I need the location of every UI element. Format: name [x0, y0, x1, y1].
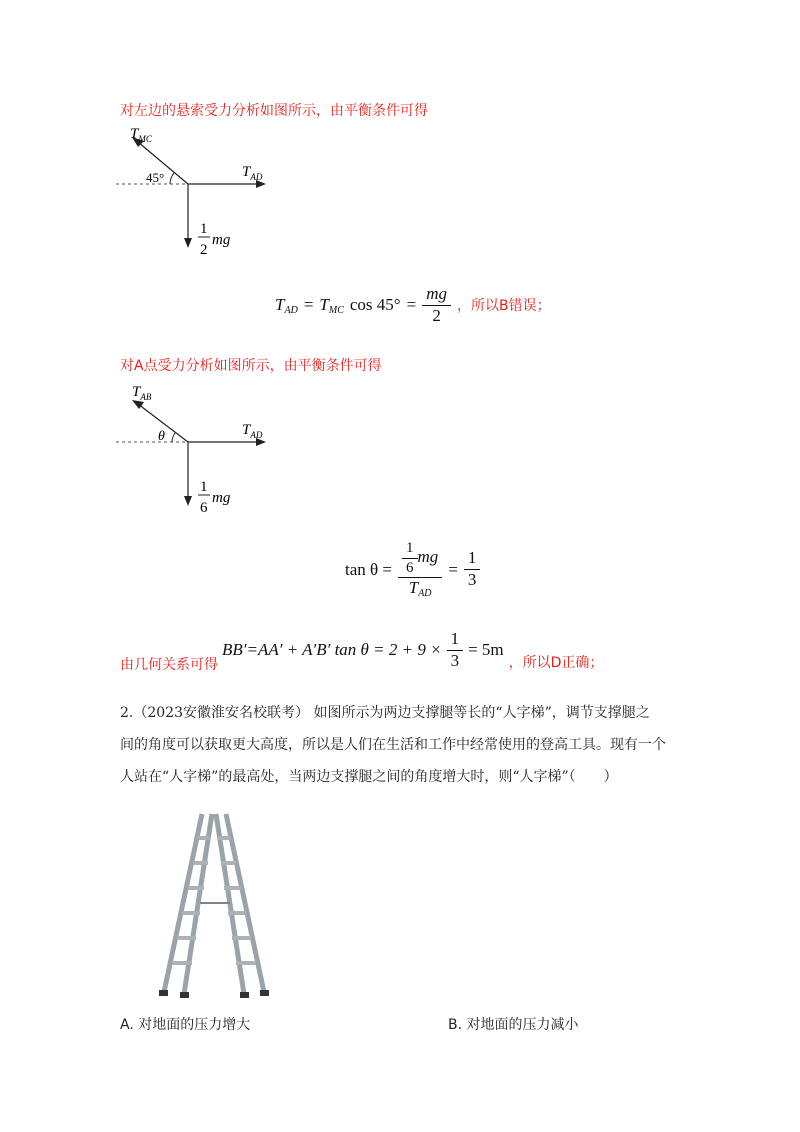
question-line-2: 间的角度可以获取更大高度，所以是人们在生活和工作中经常使用的登高工具。现有一个 — [120, 737, 666, 753]
label-tad: $T_{AD}$ — [242, 164, 263, 182]
theta-label: θ — [158, 429, 165, 444]
label-tad-2: $T_{AD}$ — [242, 422, 263, 440]
conclusion-d: ，所以D正确； — [508, 655, 604, 671]
force-diagram-2 — [110, 378, 280, 518]
weight-num-2: 1 — [200, 479, 208, 495]
label-tmc: $T_{MC}$ — [130, 126, 152, 144]
weight-tail-2: mg — [212, 490, 231, 506]
step-ladder-image — [150, 808, 280, 1003]
question-line-1: 2.（2023安徽淮安名校联考） 如图所示为两边支撑腿等长的“人字梯”，调节支撑腿之 — [120, 705, 650, 721]
option-a[interactable]: A. 对地面的压力增大 — [120, 1017, 251, 1033]
force-diagram-1 — [110, 120, 280, 270]
section2-intro: 对A点受力分析如图所示，由平衡条件可得 — [120, 358, 382, 374]
weight-den-2: 6 — [200, 500, 208, 516]
section1-intro: 对左边的悬索受力分析如图所示，由平衡条件可得 — [120, 103, 428, 119]
angle-label: 45° — [146, 170, 165, 185]
label-tab: $T_{AB}$ — [132, 384, 152, 402]
question-line-3: 人站在“人字梯”的最高处，当两边支撑腿之间的角度增大时，则“人字梯”（ ） — [120, 769, 618, 785]
weight-num: 1 — [200, 221, 208, 237]
option-b[interactable]: B. 对地面的压力减小 — [448, 1017, 579, 1033]
equation-3: BB′=AA′ + A′B′ tan θ = 2 + 9 × $\frac{1}{3}$ = 5m ，所以D正确； — [222, 628, 604, 671]
section3-prefix: 由几何关系可得 — [120, 657, 218, 673]
question-2 — [120, 697, 720, 793]
weight-tail: mg — [212, 232, 231, 248]
weight-den: 2 — [200, 242, 208, 258]
equation-1: $T_{AD}$ = $T_{MC}$ cos 45° = $\frac{mg}{2}$ ，所以B错误； — [275, 284, 551, 325]
conclusion-b: ，所以B错误； — [456, 298, 551, 315]
equation-2: tan θ = $\frac{1}{6}$ mg $T_{AD}$ = $\frac{1}{3}$ — [345, 540, 480, 599]
